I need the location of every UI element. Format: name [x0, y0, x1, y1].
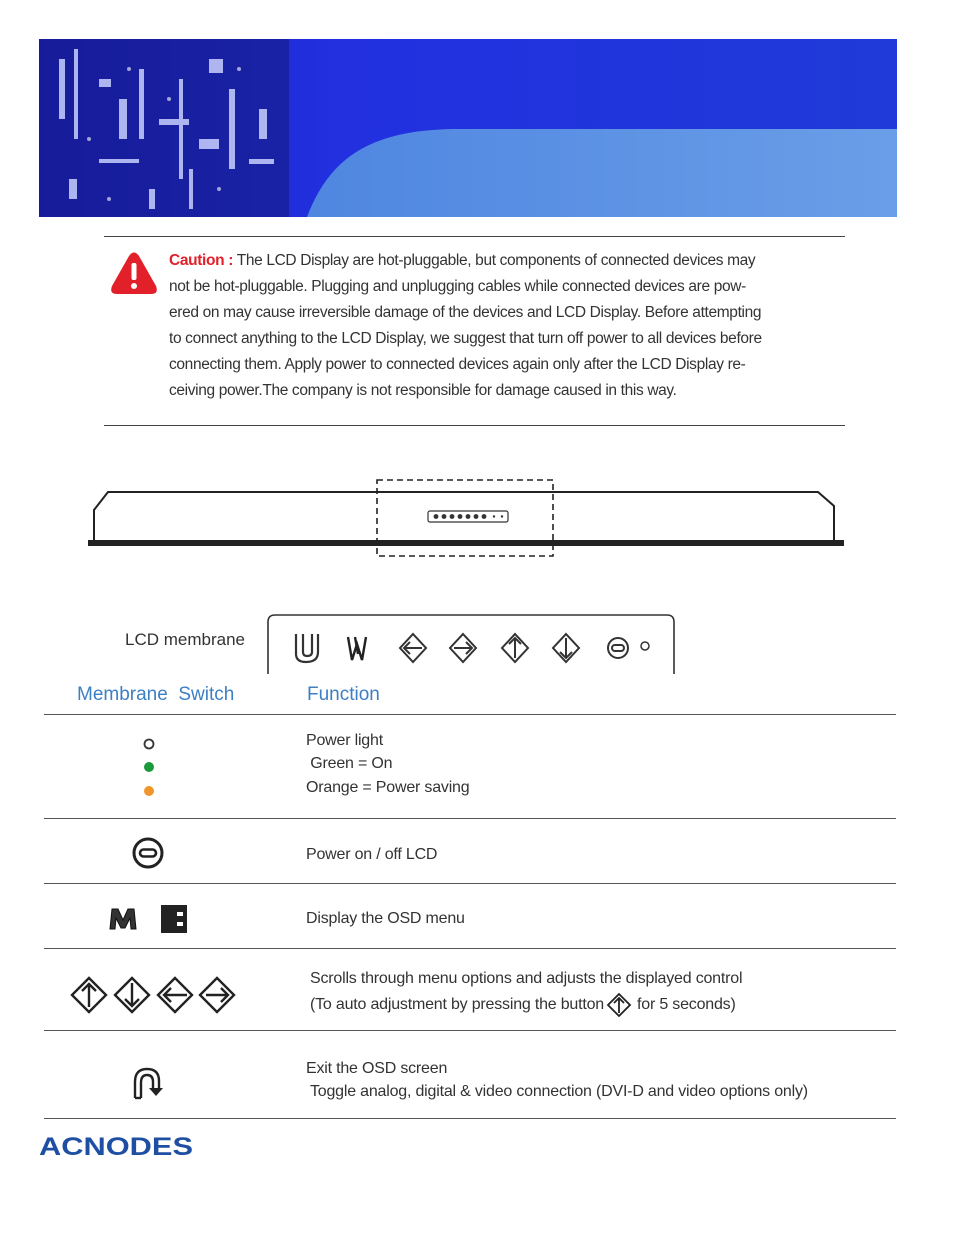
- right-icon: [200, 978, 234, 1012]
- function-line: Power on / off LCD: [306, 846, 438, 863]
- function-line: Power light: [306, 732, 383, 749]
- caution-line: ceiving power.The company is not responsible for damage caused in this way.: [169, 382, 677, 399]
- table-row-function: [306, 843, 437, 866]
- col-switch-heading: Membrane Switch: [77, 684, 235, 705]
- function-line: for 5 seconds): [637, 996, 736, 1013]
- led-status-icons: [138, 734, 160, 800]
- table-row-function: [306, 907, 465, 930]
- caution-line: not be hot-pluggable. Plugging and unplugging cables while connected devices are pow-: [169, 278, 746, 295]
- table-rule: [44, 1118, 896, 1119]
- function-line: (To auto adjustment by pressing the button: [310, 996, 605, 1013]
- table-rule: [44, 1030, 896, 1031]
- header-banner: [39, 39, 897, 217]
- warning-triangle-icon: [104, 250, 164, 310]
- caution-line: connecting them. Apply power to connected devices again only after the LCD Display re-: [169, 356, 746, 373]
- down-icon[interactable]: [553, 634, 579, 662]
- display-side-view: [84, 476, 854, 562]
- function-line: Exit the OSD screen: [306, 1060, 448, 1077]
- menu-icon: [108, 906, 138, 932]
- exit-icon: [130, 1066, 164, 1100]
- acnodes-logo: [39, 1133, 195, 1159]
- table-rule: [44, 714, 896, 715]
- led-icon: [641, 642, 649, 650]
- membrane-panel: [266, 612, 678, 676]
- up-icon: [605, 993, 633, 1017]
- led-orange-icon: [144, 786, 154, 796]
- table-rule: [44, 883, 896, 884]
- caution-line: to connect anything to the LCD Display, we suggest that turn off power to all devices before: [169, 330, 762, 347]
- caution-bottom-rule: [104, 425, 845, 426]
- function-line: Green = On: [306, 755, 393, 772]
- up-icon: [72, 978, 106, 1012]
- caution-line: ered on may cause irreversible damage of the devices and LCD Display. Before attempting: [169, 304, 762, 321]
- left-icon: [158, 978, 192, 1012]
- table-rule: [44, 818, 896, 819]
- caution-top-rule: [104, 236, 845, 237]
- menu-icon[interactable]: [348, 637, 366, 660]
- function-line: Orange = Power saving: [306, 779, 470, 796]
- osd-panel-icon: [160, 904, 188, 934]
- up-icon[interactable]: [502, 634, 528, 662]
- table-row-function: [310, 966, 742, 1018]
- col-function-heading: Function: [307, 684, 380, 705]
- function-line: Display the OSD menu: [306, 910, 465, 927]
- function-line: Scrolls through menu options and adjusts the displayed control: [310, 970, 743, 987]
- table-row-function: [306, 729, 469, 799]
- table-row-function: [306, 1057, 808, 1103]
- caution-label: Caution :: [169, 252, 234, 269]
- navigation-icons: [70, 975, 238, 1015]
- table-rule: [44, 948, 896, 949]
- down-icon: [115, 978, 149, 1012]
- function-line: Toggle analog, digital & video connection (DVI-D and video options only): [306, 1083, 808, 1100]
- svg-text:ACNODES: ACNODES: [39, 1133, 193, 1159]
- caution-text: [169, 248, 837, 404]
- led-green-icon: [144, 762, 154, 772]
- power-icon[interactable]: [608, 638, 628, 658]
- membrane-label: LCD membrane: [125, 630, 245, 649]
- power-icon: [131, 836, 165, 870]
- exit-icon[interactable]: [296, 634, 318, 662]
- right-icon[interactable]: [450, 634, 476, 662]
- left-icon[interactable]: [400, 634, 426, 662]
- caution-line: The LCD Display are hot-pluggable, but components of connected devices may: [236, 252, 756, 269]
- led-off-icon: [145, 740, 154, 749]
